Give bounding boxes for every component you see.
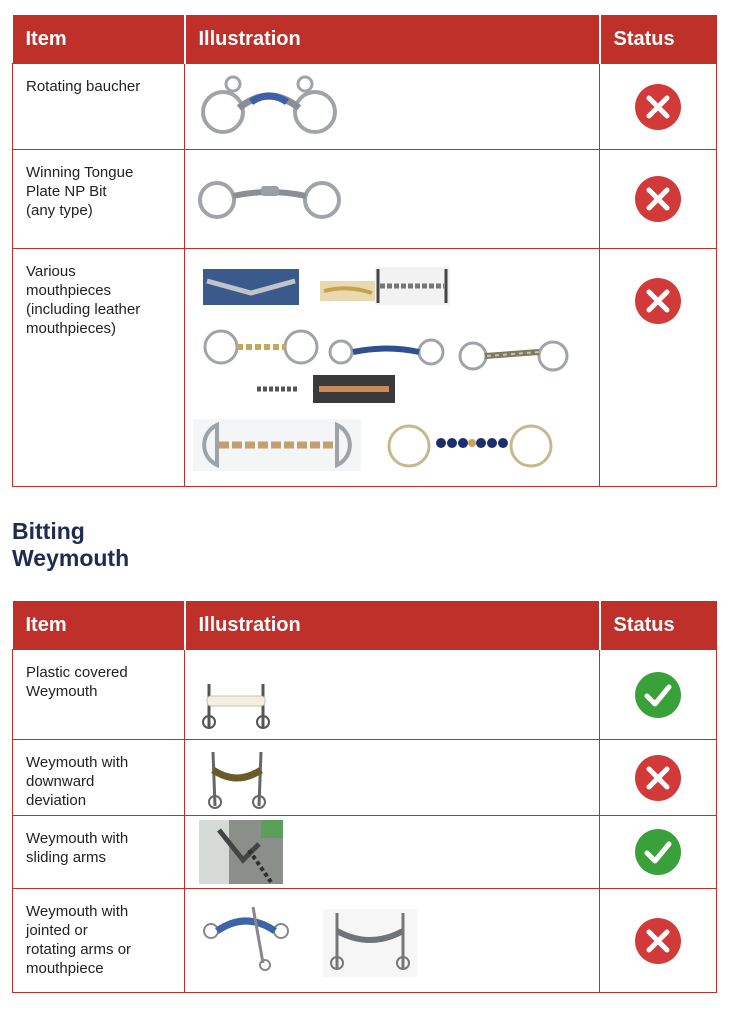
weymouth-table: [12, 601, 717, 993]
item-label: Winning Tongue Plate NP Bit (any type): [26, 164, 134, 219]
table-header: [13, 601, 717, 650]
plastic-weymouth-image: [201, 680, 273, 732]
copper-roller-bit-image: [201, 327, 321, 367]
bits-table: [12, 15, 717, 487]
baucher-bit-image: [199, 74, 339, 136]
link-mouthpiece-image: [255, 375, 395, 403]
downward-weymouth-image: [205, 746, 271, 812]
blue-mouthpiece-bit-image: [327, 337, 447, 367]
table-header: [13, 15, 717, 64]
illustration-cell: [185, 249, 600, 487]
chain-mouthpiece-image: [320, 267, 450, 305]
rotating-arms-weymouth-image: [201, 901, 291, 971]
header-status: Status: [600, 601, 717, 650]
twisted-mouthpiece-bit-image: [455, 339, 573, 373]
x-circle-icon: [634, 277, 682, 325]
table-row: [13, 889, 717, 993]
leather-mouthpiece-image: [203, 269, 299, 305]
dring-roller-bit-image: [193, 419, 361, 471]
x-circle-icon: [634, 754, 682, 802]
check-circle-icon: [634, 828, 682, 876]
item-label: Rotating baucher: [26, 78, 141, 95]
section-title: Bitting Weymouth: [12, 518, 130, 571]
illustration-cell: [185, 816, 600, 889]
illustration-cell: [185, 650, 600, 740]
illustration-cell: [185, 150, 600, 249]
item-label: Various mouthpieces (including leather mouthpieces): [26, 263, 141, 337]
eggbutt-bead-bit-image: [385, 423, 555, 469]
x-circle-icon: [634, 917, 682, 965]
x-circle-icon: [634, 83, 682, 131]
x-circle-icon: [634, 175, 682, 223]
jointed-weymouth-image: [323, 909, 417, 977]
sliding-arms-weymouth-image: [199, 820, 283, 884]
table-row: [13, 740, 717, 816]
table-row: [13, 650, 717, 740]
header-status: Status: [600, 15, 717, 64]
item-label: Weymouth with jointed or rotating arms or mouthpiece: [26, 903, 132, 977]
item-label: Weymouth with sliding arms: [26, 830, 129, 866]
header-illustration: Illustration: [185, 601, 600, 650]
illustration-cell: [185, 889, 600, 993]
header-illustration: Illustration: [185, 15, 600, 64]
tongue-plate-bit-image: [197, 180, 342, 220]
item-label: Weymouth with downward deviation: [26, 754, 129, 809]
header-item: Item: [13, 601, 185, 650]
table-row: [13, 249, 717, 487]
table-row: [13, 816, 717, 889]
illustration-cell: [185, 64, 600, 150]
item-label: Plastic covered Weymouth: [26, 664, 128, 700]
header-item: Item: [13, 15, 185, 64]
table-row: [13, 150, 717, 249]
illustration-cell: [185, 740, 600, 816]
table-row: [13, 64, 717, 150]
check-circle-icon: [634, 671, 682, 719]
